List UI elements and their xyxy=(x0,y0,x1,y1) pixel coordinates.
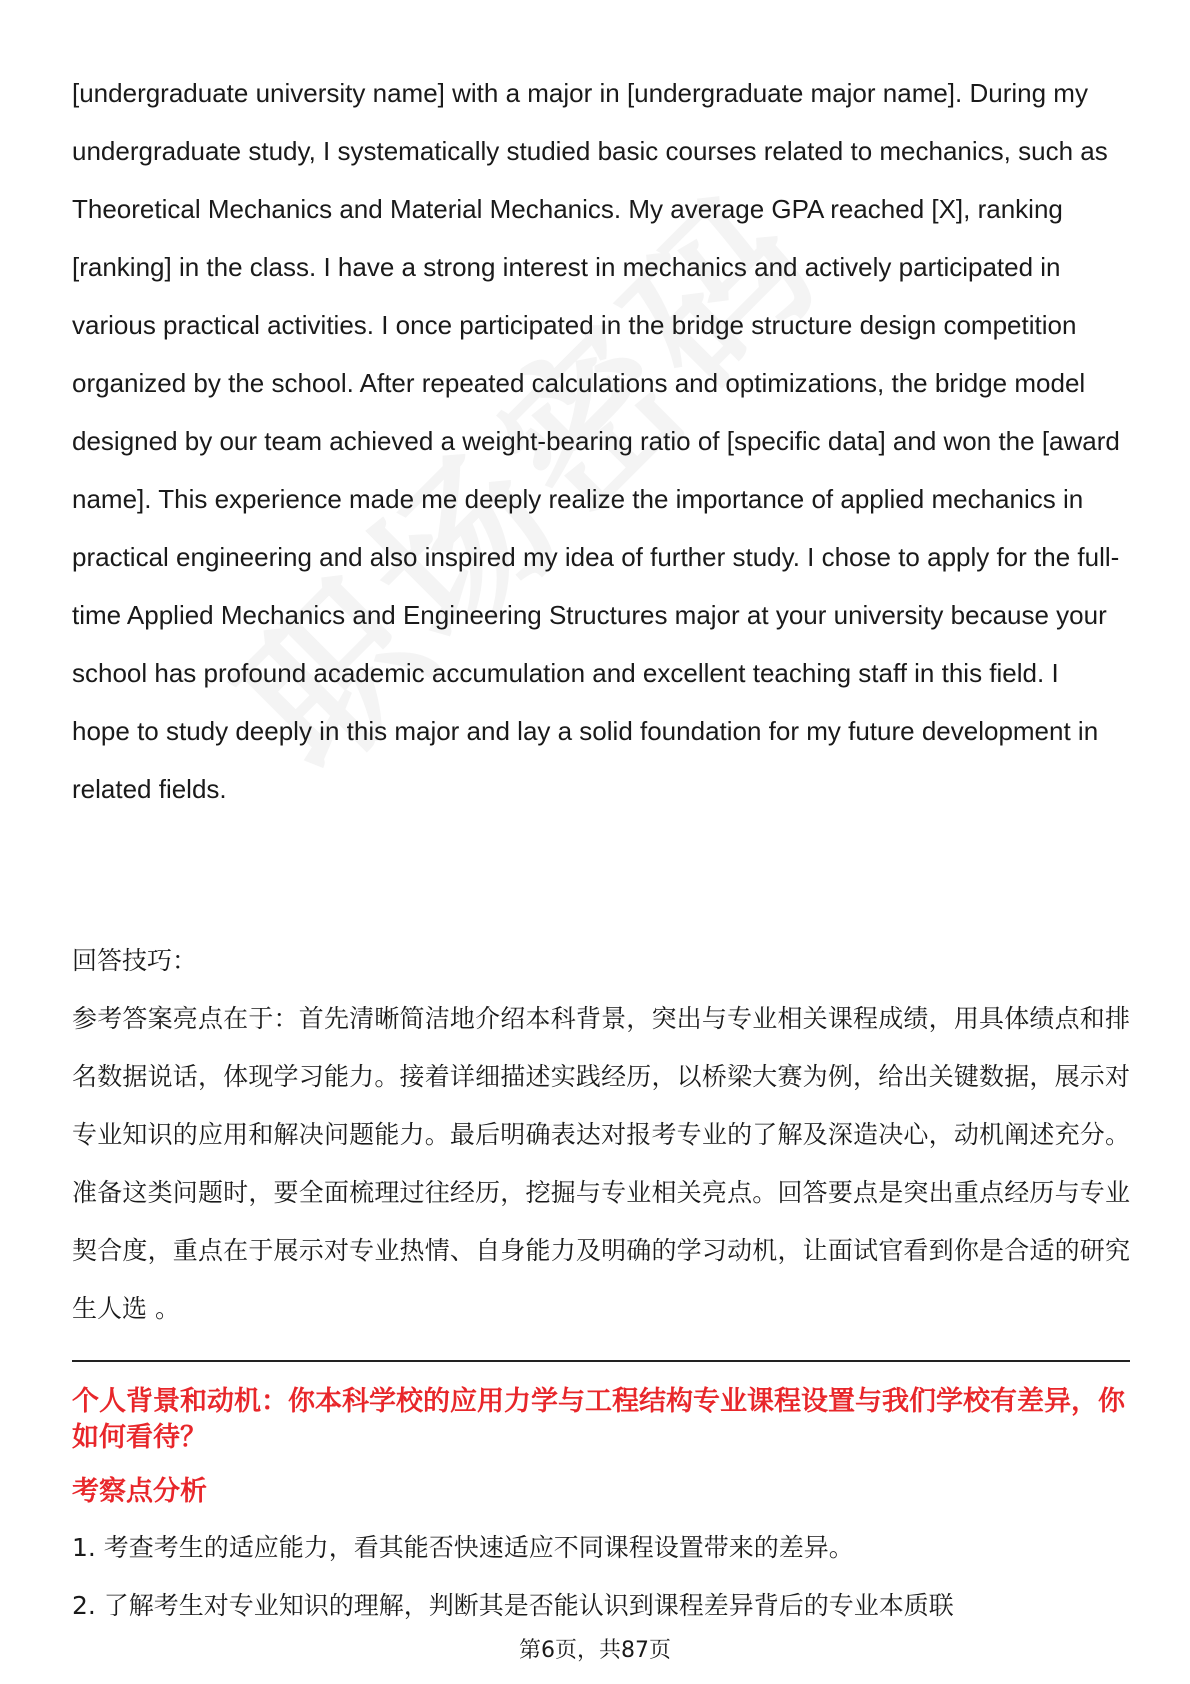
analysis-point: 1. 考查考生的适应能力，看其能否快速适应不同课程设置带来的差异。 xyxy=(72,1533,854,1562)
analysis-point: 2. 了解考生对专业知识的理解，判断其是否能认识到课程差异背后的专业本质联 xyxy=(72,1591,954,1620)
question-title: 个人背景和动机：你本科学校的应用力学与工程结构专业课程设置与我们学校有差异，你如何看待？ xyxy=(72,1386,1125,1453)
page-number: 第6页，共87页 xyxy=(519,1638,671,1663)
answer-paragraph-english: [undergraduate university name] with a major in [undergraduate major name]. During my undergraduate study, I systematically studied basic courses related to mechanics, such as Theoretical Mechanics and Material Mechanics. My average GPA reached [X], ranking [ranking] in the class. I have a strong interest in mechanics and actively participated in various practical activities. I once participated in the bridge structure design competition organized by the school. After repeated calculations and optimizations, the bridge model designed by our team achieved a weight-bearing ratio of [specific data] and won the [award name]. This experience made me deeply realize the importance of applied mechanics in practical engineering and also inspired my idea of further study. I chose to apply for the full-time Applied Mechanics and Engineering Structures major at your university because your school has profound academic accumulation and excellent teaching staff in this field. I hope to study deeply in this major and lay a solid foundation for my future development in related fields. xyxy=(72,78,1120,804)
tips-heading: 回答技巧： xyxy=(72,946,198,975)
tips-body: 参考答案亮点在于：首先清晰简洁地介绍本科背景，突出与专业相关课程成绩，用具体绩点和排名数据说话，体现学习能力。接着详细描述实践经历，以桥梁大赛为例，给出关键数据，展示对专业知识的应用和解决问题能力。最后明确表达对报考专业的了解及深造决心，动机阐述充分。准备这类问题时，要全面梳理过往经历，挖掘与专业相关亮点。回答要点是突出重点经历与专业契合度，重点在于展示对专业热情、自身能力及明确的学习动机，让面试官看到你是合适的研究生人选 。 xyxy=(72,1004,1130,1323)
section-divider xyxy=(72,1360,1130,1362)
analysis-heading: 考察点分析 xyxy=(72,1476,207,1507)
